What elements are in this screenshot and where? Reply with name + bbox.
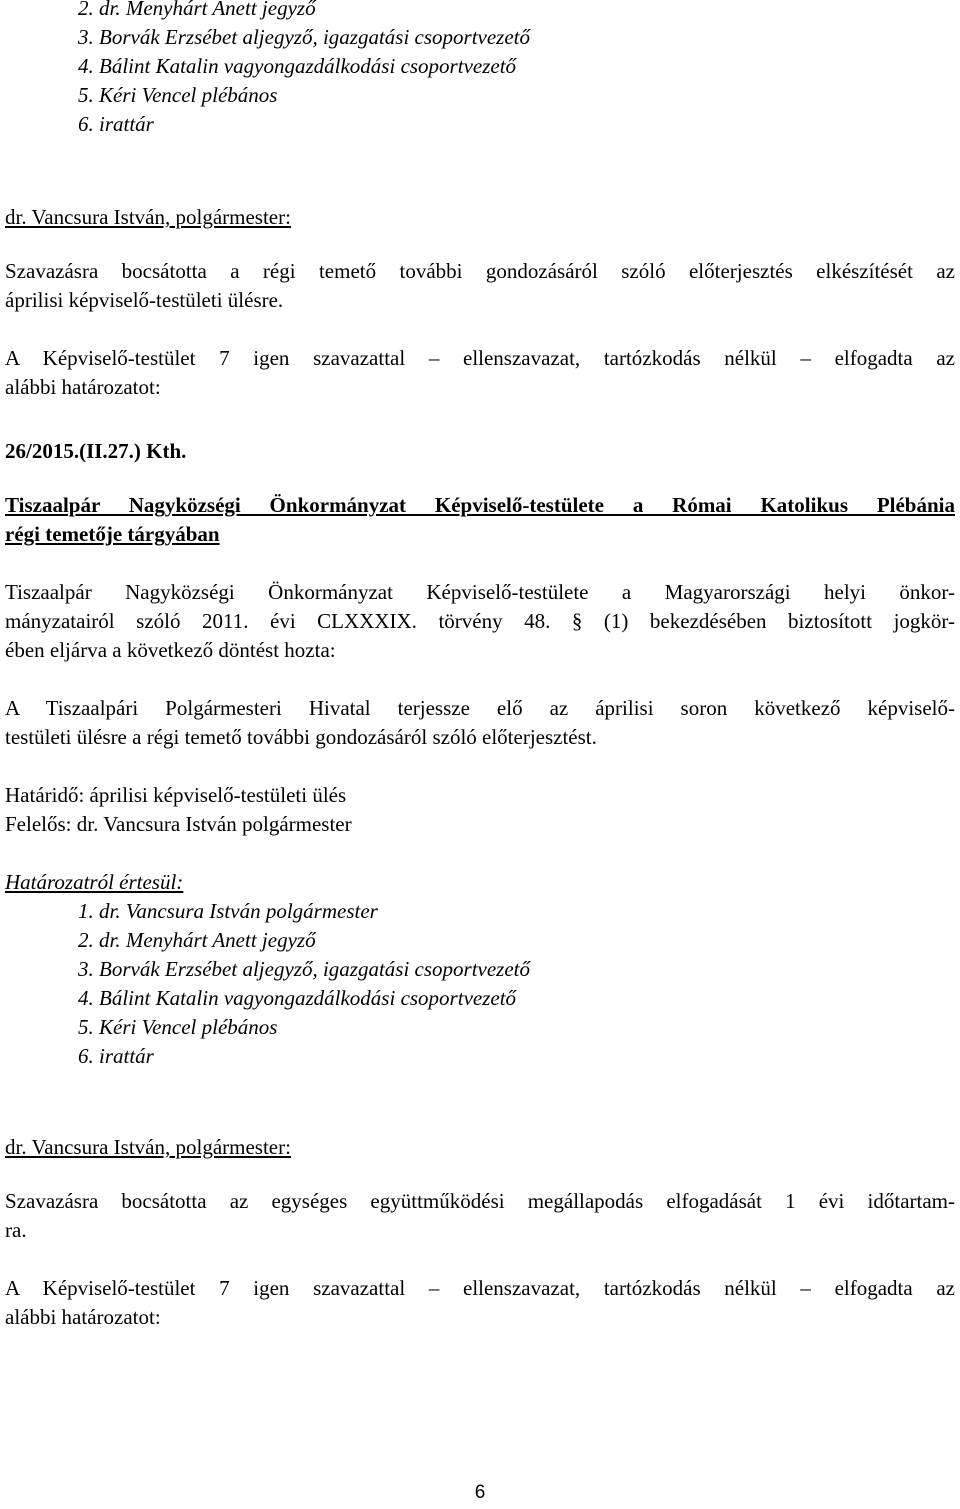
notify-heading: Határozatról értesül: xyxy=(5,870,184,894)
list-item: 3. Borvák Erzsébet aljegyző, igazgatási csoportvezető xyxy=(78,25,531,49)
resolution-decision: testületi ülésre a régi temető további gondozásáról szóló előterjesztést. xyxy=(5,725,597,749)
resolution-title: Tiszaalpár Nagyközségi Önkormányzat Képviselő-testülete a Római Katolikus Plébánia xyxy=(5,493,955,517)
page-number: 6 xyxy=(474,1482,486,1503)
list-item: 5. Kéri Vencel plébános xyxy=(78,1015,278,1039)
list-item: 4. Bálint Katalin vagyongazdálkodási csoportvezető xyxy=(78,986,517,1010)
vote-text: áprilisi képviselő-testületi ülésre. xyxy=(5,288,284,312)
list-item: 3. Borvák Erzsébet aljegyző, igazgatási csoportvezető xyxy=(78,957,531,981)
speaker-heading: dr. Vancsura István, polgármester: xyxy=(5,205,291,229)
list-item: 2. dr. Menyhárt Anett jegyző xyxy=(78,928,316,952)
result-text: alábbi határozatot: xyxy=(5,375,161,399)
result-text: A Képviselő-testület 7 igen szavazattal – ellenszavazat, tartózkodás nélkül – elfogadta az xyxy=(5,1276,955,1300)
result-text: alábbi határozatot: xyxy=(5,1305,161,1329)
list-item: 5. Kéri Vencel plébános xyxy=(78,83,278,107)
list-item: 1. dr. Vancsura István polgármester xyxy=(78,899,378,923)
deadline: Határidő: áprilisi képviselő-testületi ülés xyxy=(5,783,347,807)
resolution-number: 26/2015.(II.27.) Kth. xyxy=(5,439,187,463)
list-item: 6. irattár xyxy=(78,1044,154,1068)
resolution-preamble: mányzatairól szóló 2011. évi CLXXXIX. törvény 48. § (1) bekezdésében biztosított jogkör- xyxy=(5,609,955,633)
result-text: A Képviselő-testület 7 igen szavazattal – ellenszavazat, tartózkodás nélkül – elfogadta az xyxy=(5,346,955,370)
resolution-preamble: Tiszaalpár Nagyközségi Önkormányzat Képviselő-testülete a Magyarországi helyi önkor- xyxy=(5,580,955,604)
list-item: 2. dr. Menyhárt Anett jegyző xyxy=(78,0,316,20)
list-item: 6. irattár xyxy=(78,112,154,136)
vote-text: Szavazásra bocsátotta a régi temető további gondozásáról szóló előterjesztés elkészítését az xyxy=(5,259,955,283)
responsible: Felelős: dr. Vancsura István polgármester xyxy=(5,812,352,836)
speaker-heading: dr. Vancsura István, polgármester: xyxy=(5,1135,291,1159)
vote-text: Szavazásra bocsátotta az egységes együttműködési megállapodás elfogadását 1 évi időtartam- xyxy=(5,1189,955,1213)
resolution-decision: A Tiszaalpári Polgármesteri Hivatal terjessze elő az áprilisi soron következő képviselő- xyxy=(5,696,955,720)
resolution-preamble: ében eljárva a következő döntést hozta: xyxy=(5,638,336,662)
vote-text: ra. xyxy=(5,1218,27,1242)
list-item: 4. Bálint Katalin vagyongazdálkodási csoportvezető xyxy=(78,54,517,78)
resolution-title: régi temetője tárgyában xyxy=(5,522,220,546)
